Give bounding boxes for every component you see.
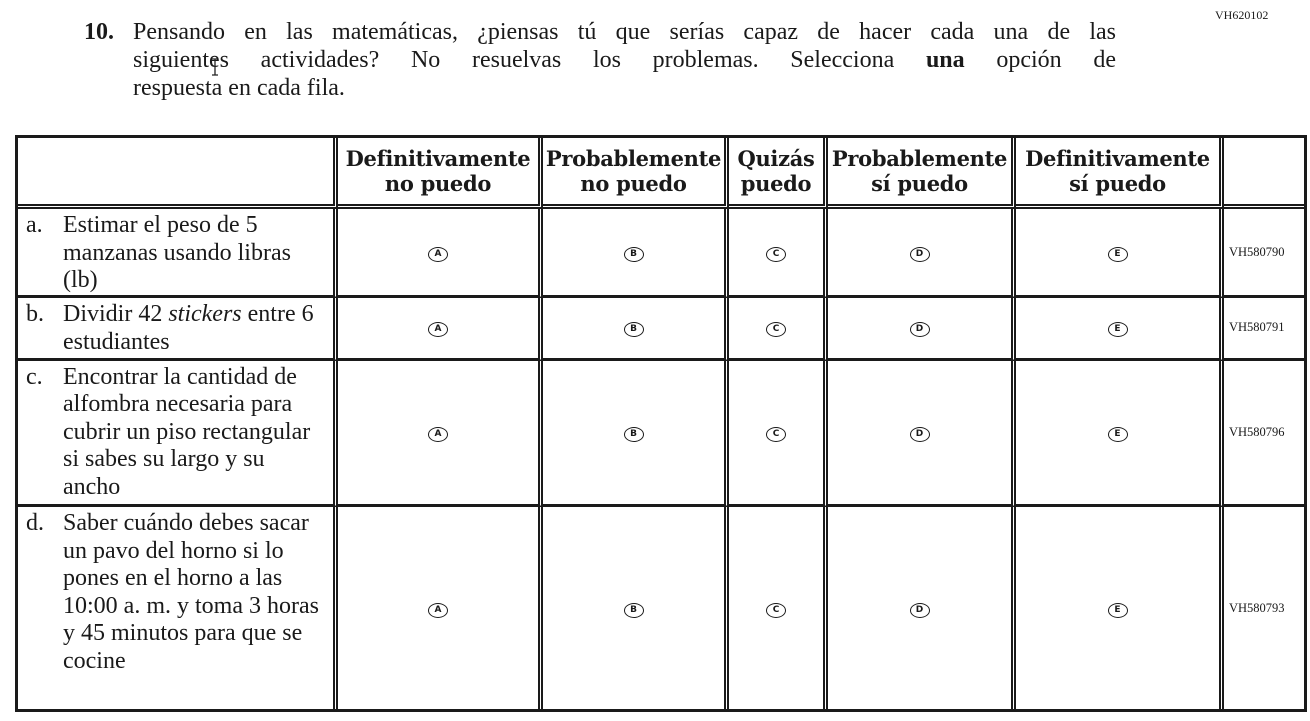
row-text (63, 301, 333, 356)
row-letter: d. (26, 510, 44, 537)
row-text: Encontrar la cantidad de alfombra necesaria para cubrir un piso rectangular si sabes su largo y su ancho (63, 363, 311, 500)
row-b-cell-c (729, 298, 828, 360)
header-code-blank (1224, 138, 1304, 209)
column-header-a-line2: no puedo (384, 171, 492, 196)
column-header-b-line2: no puedo (580, 171, 687, 196)
row-d-cell-d (828, 507, 1016, 709)
row-d-cell-a (338, 507, 543, 709)
radio-option-b[interactable]: B (624, 247, 644, 262)
row-c-cell-a (338, 361, 543, 508)
row-c-code: VH580796 (1224, 361, 1304, 508)
question-line-3: respuesta en cada fila. (133, 75, 345, 101)
row-b-cell-a (338, 298, 543, 360)
row-c-cell-b (543, 361, 729, 508)
row-a-cell-b (543, 209, 729, 298)
radio-option-d[interactable]: D (910, 427, 930, 442)
row-text: Estimar el peso de 5 manzanas usando libras (lb) (63, 212, 291, 293)
radio-option-c[interactable]: C (766, 247, 786, 262)
row-letter: a. (26, 212, 43, 238)
row-d-cell-b (543, 507, 729, 709)
radio-option-a[interactable]: A (428, 247, 448, 262)
table-row (18, 507, 1304, 709)
radio-option-c[interactable]: C (766, 427, 786, 442)
radio-option-e[interactable]: E (1108, 322, 1128, 337)
column-header-e (1016, 138, 1224, 209)
column-header-e-line2: sí puedo (1069, 171, 1166, 196)
radio-option-b[interactable]: B (624, 603, 644, 618)
row-letter: c. (26, 363, 43, 390)
table-row (18, 209, 1304, 298)
radio-option-c[interactable]: C (766, 603, 786, 618)
column-header-a (338, 138, 543, 209)
row-a-cell-c (729, 209, 828, 298)
radio-option-a[interactable]: A (428, 427, 448, 442)
column-header-c (729, 138, 828, 209)
emphasis-una: una (925, 47, 965, 73)
table-row (18, 361, 1304, 508)
radio-option-c[interactable]: C (766, 322, 786, 337)
row-text-end: entre 6 estudiantes (63, 301, 314, 355)
row-c-cell-e (1016, 361, 1224, 508)
radio-option-e[interactable]: E (1108, 247, 1128, 262)
question-line-2-start: siguientes actividades? No resuelvas los problemas. Selecciona (133, 47, 895, 73)
row-c-cell-d (828, 361, 1016, 508)
column-header-a-line1: Definitivamente (345, 146, 531, 171)
table-row (18, 298, 1304, 360)
radio-option-e[interactable]: E (1108, 427, 1128, 442)
row-text-italic: stickers (168, 301, 242, 328)
row-text: Saber cuándo debes sacar un pavo del horno si lo pones en el horno a las 10:00 a. m. y toma 3 horas y 45 minutos para que se cocine (63, 510, 319, 674)
row-d-stem (18, 507, 338, 709)
radio-option-b[interactable]: B (624, 427, 644, 442)
header-blank (18, 138, 338, 209)
header-row (18, 138, 1304, 209)
row-b-stem (18, 298, 338, 360)
column-header-d (828, 138, 1016, 209)
row-d-cell-e (1016, 507, 1224, 709)
column-header-d-line1: Probablemente (831, 146, 1008, 171)
text-cursor-icon (211, 58, 219, 76)
row-text-start: Dividir 42 (63, 301, 163, 328)
column-header-b (543, 138, 729, 209)
question-text (133, 18, 1116, 102)
radio-option-a[interactable]: A (428, 603, 448, 618)
row-a-cell-d (828, 209, 1016, 298)
radio-option-d[interactable]: D (910, 603, 930, 618)
question-line-2 (133, 46, 1116, 74)
row-a-code: VH580790 (1224, 209, 1304, 298)
row-b-code: VH580791 (1224, 298, 1304, 360)
question-number: 10. (84, 19, 114, 45)
column-header-b-line1: Probablemente (545, 146, 722, 171)
column-header-c-line1: Quizás (737, 146, 815, 171)
column-header-c-line2: puedo (740, 171, 812, 196)
item-id: VH620102 (1215, 8, 1269, 22)
radio-option-d[interactable]: D (910, 247, 930, 262)
row-b-cell-d (828, 298, 1016, 360)
column-header-d-line2: sí puedo (871, 171, 968, 196)
row-c-cell-c (729, 361, 828, 508)
radio-option-a[interactable]: A (428, 322, 448, 337)
radio-option-b[interactable]: B (624, 322, 644, 337)
row-a-stem (18, 209, 338, 298)
question-line-1: Pensando en las matemáticas, ¿piensas tú que serías capaz de hacer cada una de las (133, 19, 1116, 45)
row-d-cell-c (729, 507, 828, 709)
row-b-cell-e (1016, 298, 1224, 360)
row-c-stem (18, 361, 338, 508)
column-header-e-line1: Definitivamente (1025, 146, 1210, 171)
response-grid (15, 135, 1307, 712)
row-b-cell-b (543, 298, 729, 360)
row-a-cell-e (1016, 209, 1224, 298)
row-a-cell-a (338, 209, 543, 298)
radio-option-d[interactable]: D (910, 322, 930, 337)
radio-option-e[interactable]: E (1108, 603, 1128, 618)
question-line-2-end: opción de (996, 47, 1117, 73)
row-d-code: VH580793 (1229, 600, 1285, 615)
row-letter: b. (26, 301, 44, 328)
